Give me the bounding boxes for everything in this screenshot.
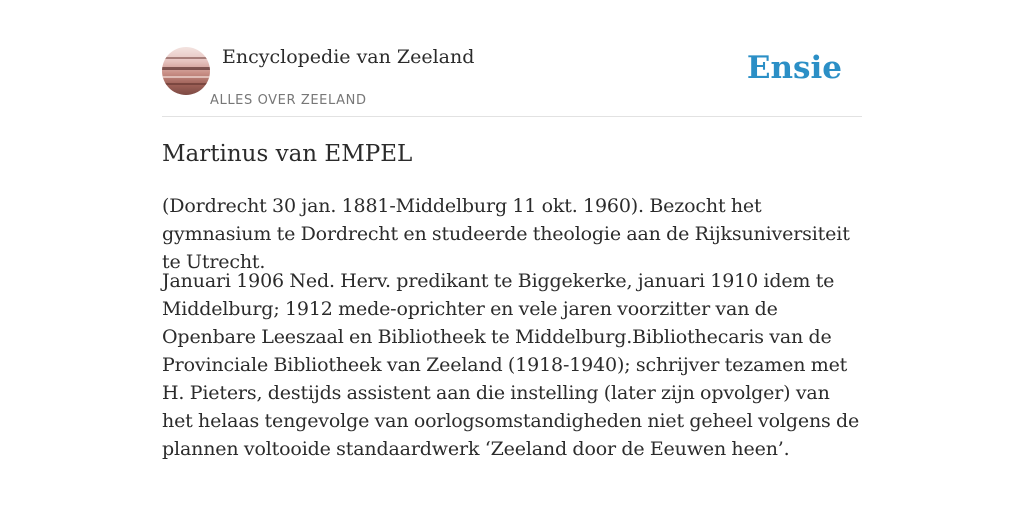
avatar-detail [162,83,210,85]
avatar-detail [162,57,210,59]
article-title: Martinus van EMPEL [162,141,413,167]
ensie-logo-link[interactable]: Ensie [746,50,842,86]
page-content [162,0,862,460]
avatar-detail [162,67,210,70]
article-paragraph: Januari 1906 Ned. Herv. predikant te Biggekerke, januari 1910 idem te Middelburg; 1912 mede-oprichter en vele jaren voorzitter van de Openbare Leeszaal en Bibliotheek te Middelburg.Bibliothecaris van de Provinciale Bibliotheek van Zeeland (1918-1940); schrijver tezamen met H. Pieters, destijds assistent aan die instelling (later zijn opvolger) van het helaas tengevolge van oorlogsomstandigheden niet geheel volgens de plannen voltooide standaardwerk ‘Zeeland door de Eeuwen heen’. [162,270,860,460]
avatar-detail [162,76,210,78]
site-avatar[interactable] [162,47,210,95]
site-header [162,0,862,117]
site-subtitle: ALLES OVER ZEELAND [210,93,367,108]
site-title-link[interactable]: Encyclopedie van Zeeland [222,46,475,68]
article-paragraph: (Dordrecht 30 jan. 1881-Middelburg 11 okt. 1960). Bezocht het gymnasium te Dordrecht en studeerde theologie aan de Rijksuniversiteit te Utrecht. [162,195,850,273]
